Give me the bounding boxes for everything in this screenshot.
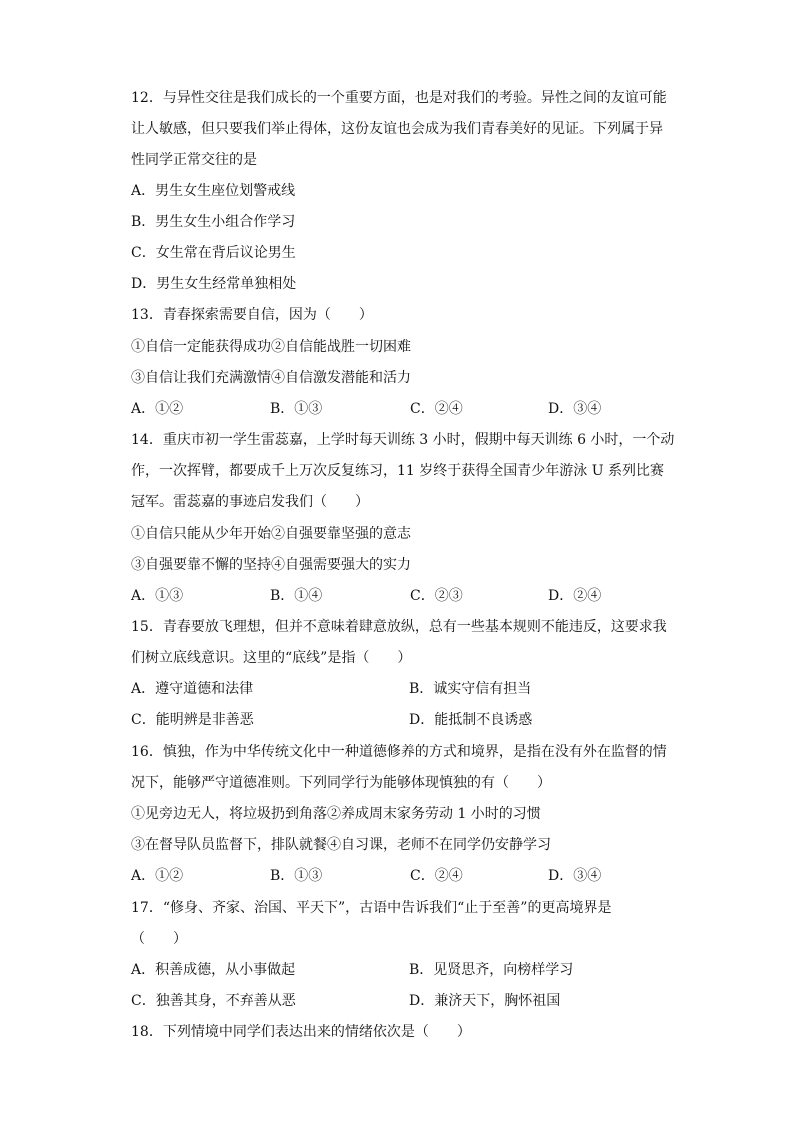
q13-option-b: B．①③ (270, 401, 323, 417)
q14-option-d: D．②④ (548, 588, 602, 604)
q16-option-a: A．①② (131, 868, 184, 884)
q13-statement-1: ①自信一定能获得成功②自信能战胜一切困难 (131, 339, 411, 355)
q12-stem-line-2: 让人敏感，但只要我们举止得体，这份友谊也会成为我们青春美好的见证。下列属于异 (131, 121, 663, 137)
q14-option-b: B．①④ (270, 588, 323, 604)
q13-option-a: A．①② (131, 401, 184, 417)
q12-stem-line-3: 性同学正常交往的是 (131, 152, 257, 168)
q15-stem-line-1: 15．青春要放飞理想，但并不意味着肆意放纵，总有一些基本规则不能违反，这要求我 (131, 619, 667, 635)
q12-option-c: C．女生常在背后议论男生 (131, 245, 296, 261)
q16-stem-line-1: 16．慎独，作为中华传统文化中一种道德修养的方式和境界，是指在没有外在监督的情 (131, 744, 667, 760)
q16-stem-line-2: 况下，能够严守道德准则。下列同学行为能够体现慎独的有（ ） (131, 775, 551, 791)
q16-statement-2: ③在督导队员监督下，排队就餐④自习课，老师不在同学仍安静学习 (131, 837, 551, 853)
q17-option-c: C．独善其身，不弃善从恶 (131, 993, 296, 1009)
q12-option-d: D．男生女生经常单独相处 (131, 276, 297, 292)
q18-stem: 18．下列情境中同学们表达出来的情绪依次是（ ） (131, 1024, 471, 1040)
q15-option-a: A．遵守道德和法律 (131, 681, 254, 697)
q15-stem-line-2: 们树立底线意识。这里的“底线”是指（ ） (131, 650, 412, 666)
q15-option-b: B．诚实守信有担当 (409, 681, 532, 697)
q13-stem: 13．青春探索需要自信，因为（ ） (131, 307, 373, 323)
q14-statement-2: ③自强要靠不懈的坚持④自强需要强大的实力 (131, 557, 411, 573)
q14-statement-1: ①自信只能从少年开始②自强要靠坚强的意志 (131, 526, 411, 542)
q13-option-c: C．②④ (410, 401, 463, 417)
q13-statement-2: ③自信让我们充满激情④自信激发潜能和活力 (131, 370, 411, 386)
q16-option-b: B．①③ (270, 868, 323, 884)
q17-option-b: B．见贤思齐，向榜样学习 (409, 962, 574, 978)
q16-option-d: D．③④ (548, 868, 602, 884)
q17-stem-line-2: （ ） (131, 931, 187, 947)
q15-option-c: C．能明辨是非善恶 (131, 712, 254, 728)
q13-option-d: D．③④ (548, 401, 602, 417)
q17-option-d: D．兼济天下，胸怀祖国 (409, 993, 561, 1009)
q12-option-b: B．男生女生小组合作学习 (131, 214, 296, 230)
q12-stem-line-1: 12．与异性交往是我们成长的一个重要方面，也是对我们的考验。异性之间的友谊可能 (131, 90, 667, 106)
q14-stem-line-2: 作，一次挥臂，都要成千上万次反复练习，11 岁终于获得全国青少年游泳 U 系列比赛 (131, 463, 664, 479)
q14-stem-line-1: 14．重庆市初一学生雷蕊嘉，上学时每天训练 3 小时，假期中每天训练 6 小时，一个动 (131, 432, 675, 448)
q14-stem-line-3: 冠军。雷蕊嘉的事迹启发我们（ ） (131, 494, 369, 510)
q17-stem-line-1: 17．“修身、齐家、治国、平天下”，古语中告诉我们“止于至善”的更高境界是 (131, 900, 612, 916)
q12-option-a: A．男生女生座位划警戒线 (131, 183, 296, 199)
q17-option-a: A．积善成德，从小事做起 (131, 962, 296, 978)
q16-statement-1: ①见旁边无人，将垃圾扔到角落②养成周末家务劳动 1 小时的习惯 (131, 806, 541, 822)
q14-option-a: A．①③ (131, 588, 184, 604)
q15-option-d: D．能抵制不良诱惑 (409, 712, 533, 728)
q14-option-c: C．②③ (410, 588, 463, 604)
q16-option-c: C．②④ (410, 868, 463, 884)
